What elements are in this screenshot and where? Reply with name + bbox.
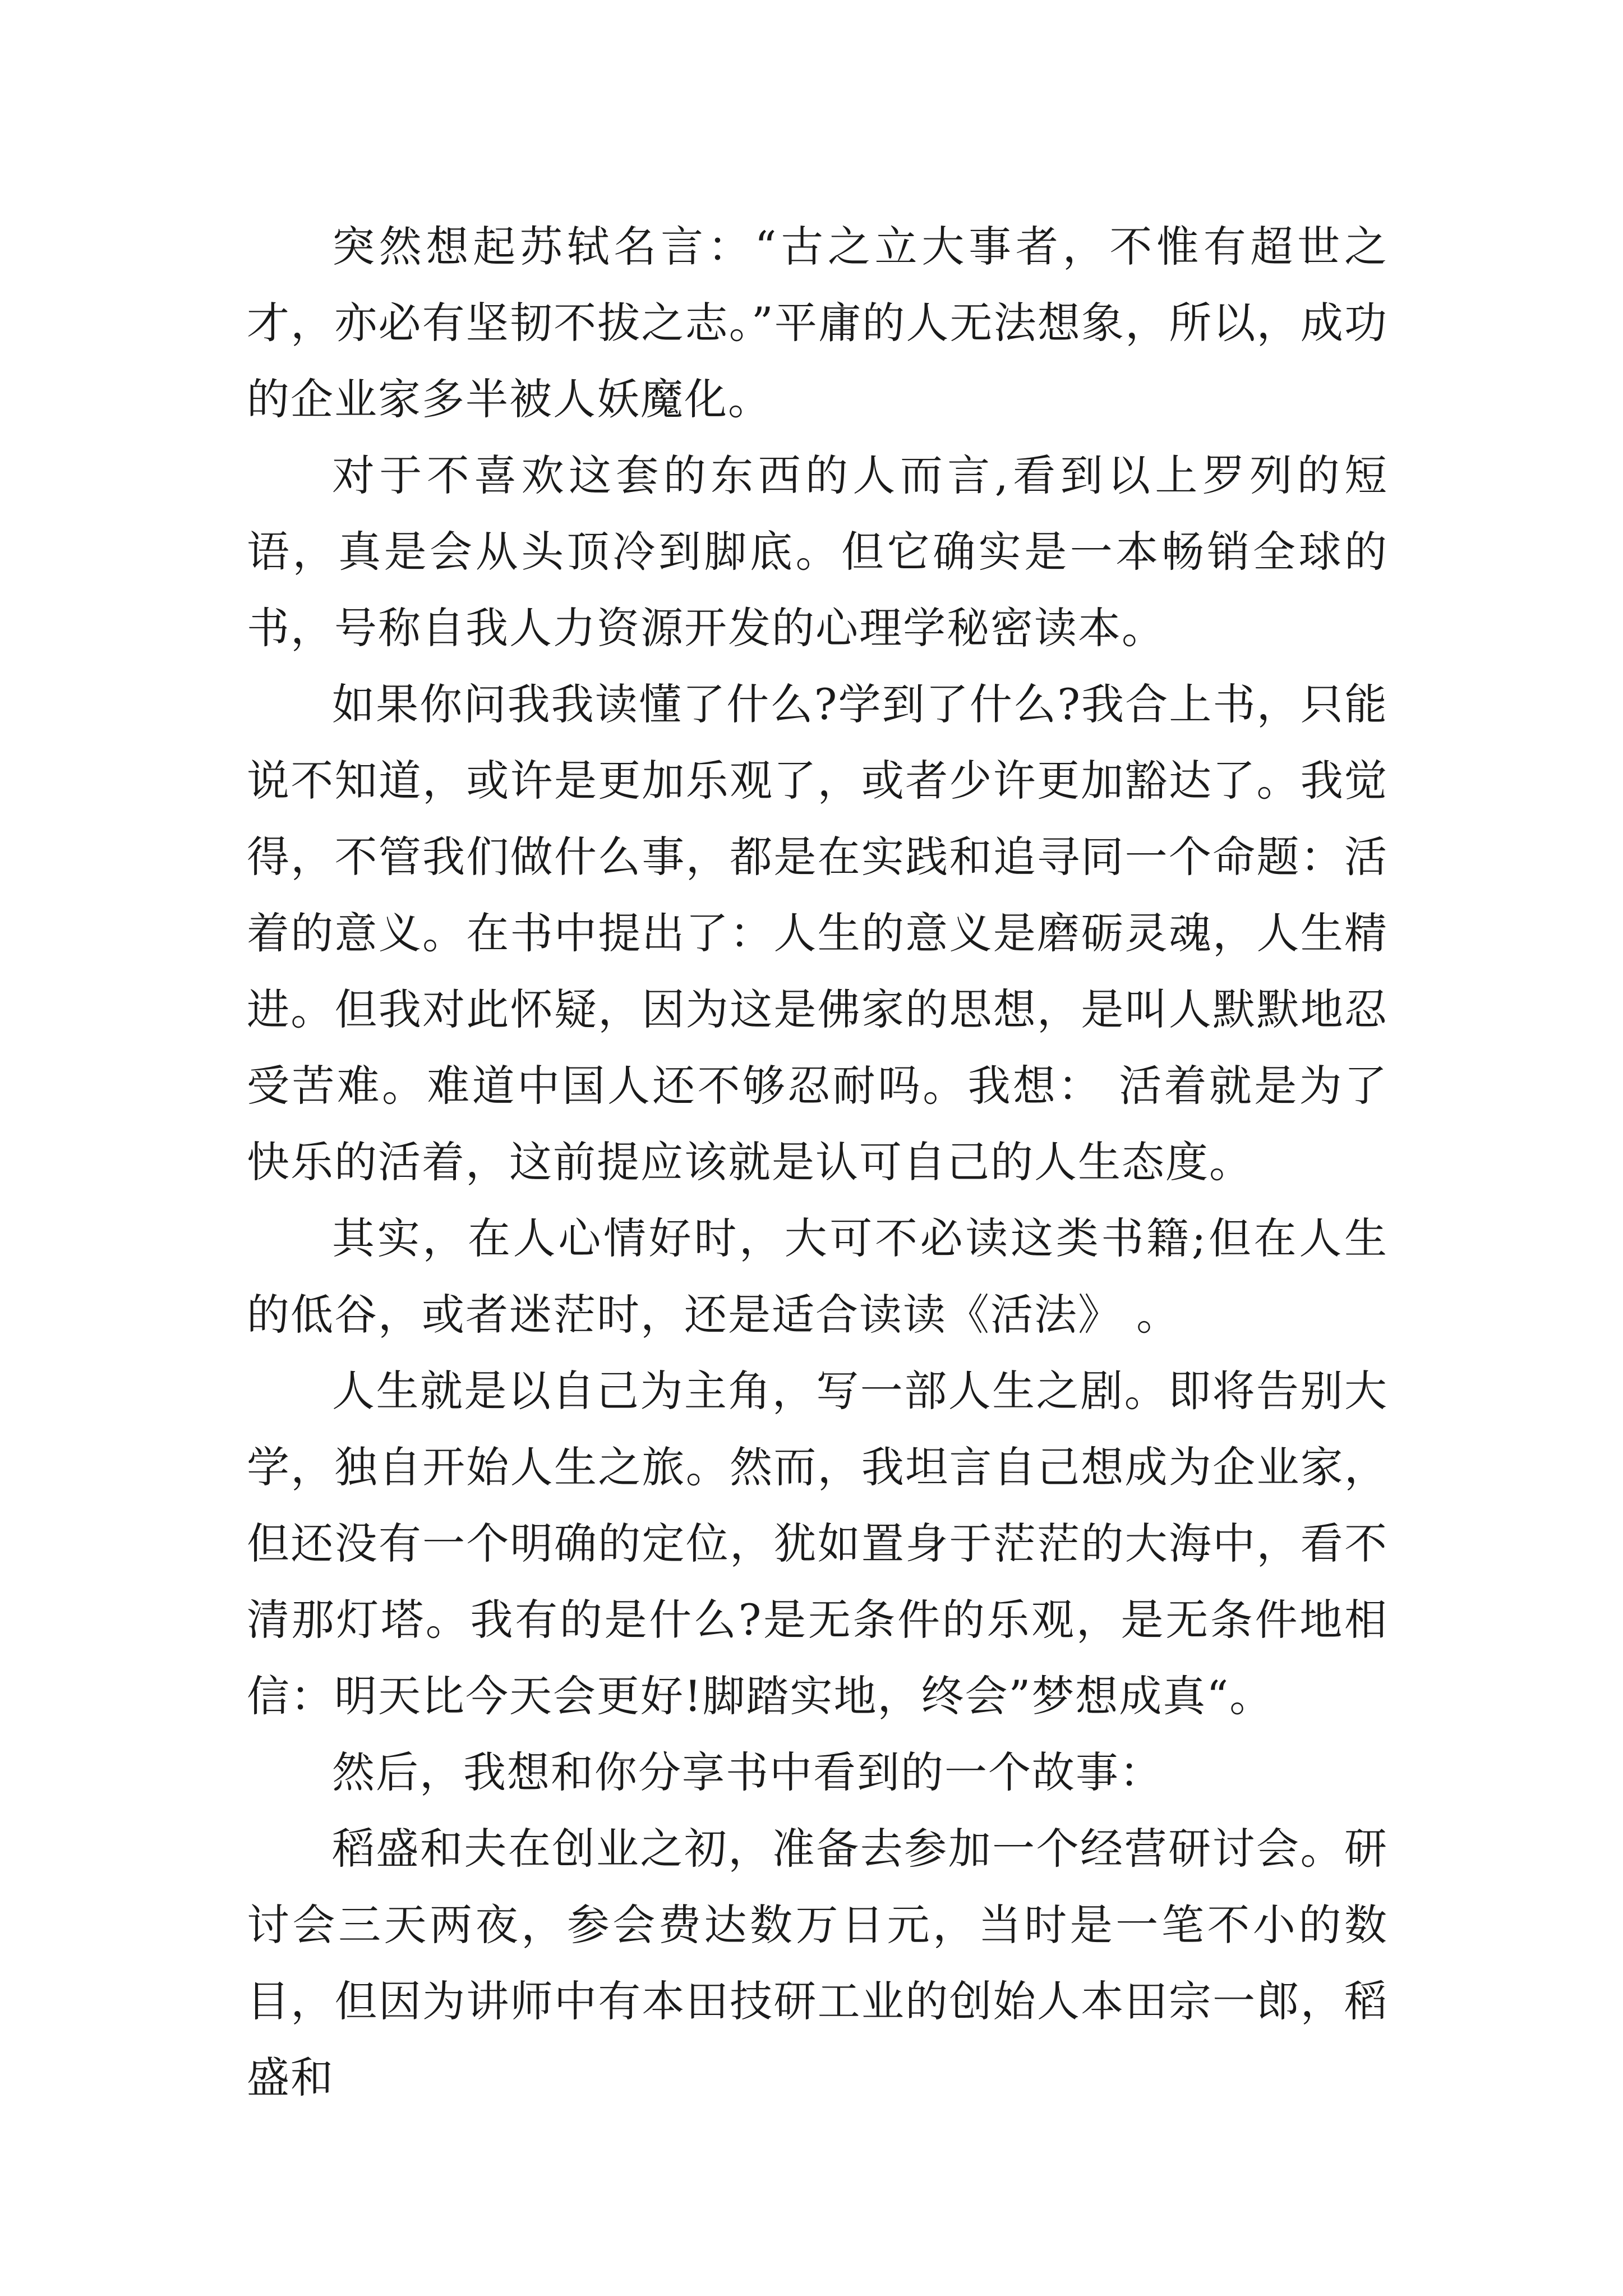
paragraph-7: 稻盛和夫在创业之初，准备去参加一个经营研讨会。研讨会三天两夜，参会费达数万日元，当时是一笔不小的数目，但因为讲师中有本田技研工业的创始人本田宗一郎，稻盛和 bbox=[247, 1824, 1388, 2102]
paragraph-4: 其实，在人心情好时，大可不必读这类书籍;但在人生的低谷，或者迷茫时，还是适合读读《活法》 。 bbox=[247, 1213, 1388, 1340]
body-text bbox=[247, 209, 1388, 2116]
paragraph-5: 人生就是以自己为主角，写一部人生之剧。即将告别大学，独自开始人生之旅。然而，我坦言自己想成为企业家，但还没有一个明确的定位，犹如置身于茫茫的大海中，看不清那灯塔。我有的是什么?是无条件的乐观，是无条件地相信：明天比今天会更好!脚踏实地，终会”梦想成真“。 bbox=[247, 1366, 1388, 1721]
paragraph-3: 如果你问我我读懂了什么?学到了什么?我合上书，只能说不知道，或许是更加乐观了，或者少许更加豁达了。我觉得，不管我们做什么事，都是在实践和追寻同一个命题：活着的意义。在书中提出了：人生的意义是磨砺灵魂，人生精进。但我对此怀疑，因为这是佛家的思想，是叫人默默地忍受苦难。难道中国人还不够忍耐吗。我想： 活着就是为了快乐的活着，这前提应该就是认可自己的人生态度。 bbox=[247, 679, 1388, 1187]
paragraph-2: 对于不喜欢这套的东西的人而言,看到以上罗列的短语，真是会从头顶冷到脚底。但它确实是一本畅销全球的书，号称自我人力资源开发的心理学秘密读本。 bbox=[247, 450, 1388, 653]
paragraph-1: 突然想起苏轼名言：“古之立大事者，不惟有超世之才，亦必有坚韧不拔之志。”平庸的人无法想象，所以，成功的企业家多半被人妖魔化。 bbox=[247, 222, 1388, 424]
paragraph-6: 然后，我想和你分享书中看到的一个故事： bbox=[332, 1747, 1163, 1797]
